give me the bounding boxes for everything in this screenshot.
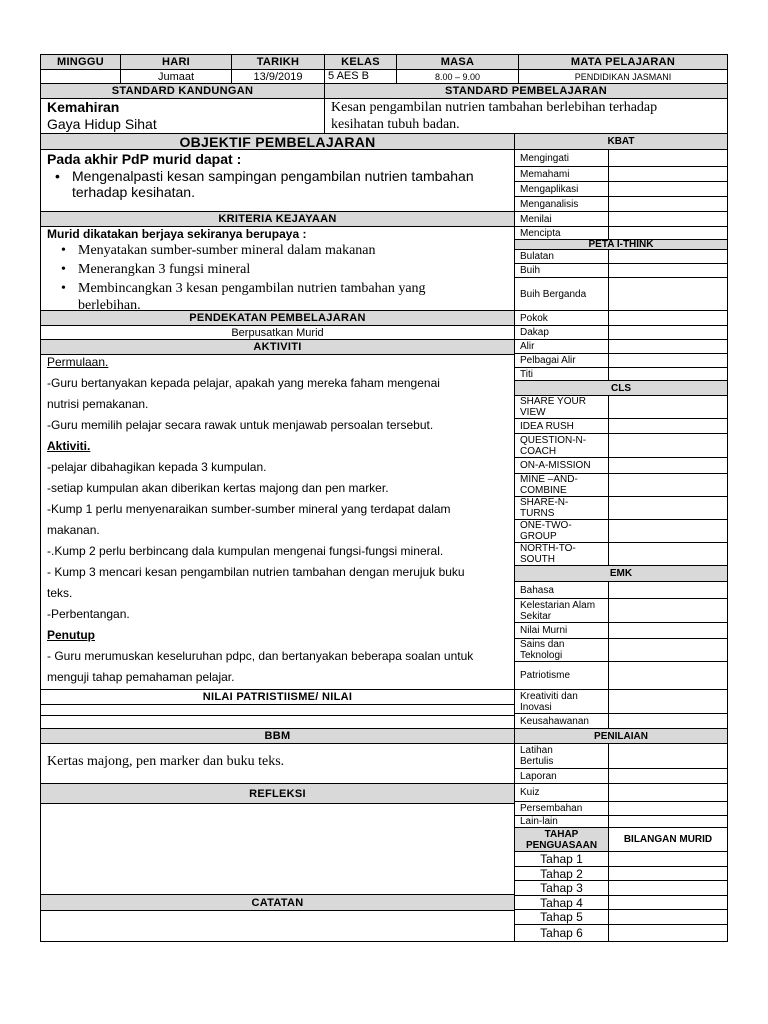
ithink-row-label: Pokok	[520, 312, 548, 324]
nilai-value-2	[40, 715, 515, 729]
emk-row	[514, 598, 609, 623]
tahap-row: Tahap 5	[514, 909, 609, 925]
emk-row-label-2: Teknologi	[520, 650, 563, 661]
header-hari: HARI	[120, 54, 232, 70]
ithink-row-entry	[608, 310, 728, 326]
tahap-row: Tahap 4	[514, 895, 609, 910]
cls-row-label-2: COMBINE	[520, 485, 567, 496]
bilangan-murid-entry	[608, 924, 728, 942]
value-tarikh: 13/9/2019	[231, 69, 325, 84]
tahap-row: Tahap 2	[514, 866, 609, 881]
standard-kandungan-title: Kemahiran	[47, 99, 120, 115]
cls-row-entry	[608, 496, 728, 520]
kbat-row-label: Menganalisis	[520, 198, 579, 210]
cls-row-entry	[608, 542, 728, 566]
tahap-row: Tahap 6	[514, 924, 609, 942]
cls-row-entry	[608, 418, 728, 434]
ithink-row	[514, 310, 609, 326]
pendekatan-value: Berpusatkan Murid	[40, 325, 515, 340]
ithink-row-label: Dakap	[520, 327, 549, 338]
aktiviti-box	[40, 354, 515, 690]
tahap-header	[514, 827, 609, 852]
value-mata-pelajaran: PENDIDIKAN JASMANI	[518, 69, 728, 84]
refleksi-header: REFLEKSI	[40, 783, 515, 804]
cls-row	[514, 457, 609, 474]
cls-row	[514, 473, 609, 497]
emk-row	[514, 638, 609, 662]
header-tarikh: TARIKH	[231, 54, 325, 70]
ithink-row	[514, 353, 609, 368]
aktiviti-line: teks.	[47, 586, 73, 600]
pendekatan-header: PENDEKATAN PEMBELAJARAN	[40, 310, 515, 326]
ithink-row	[514, 339, 609, 354]
cls-row-entry	[608, 457, 728, 474]
kbat-row-label: Mengingati	[520, 152, 569, 164]
penilaian-row-label: Kuiz	[520, 787, 540, 798]
header-minggu: MINGGU	[40, 54, 121, 70]
penilaian-row-label: Lain-lain	[520, 816, 558, 827]
cls-row-label: MINE –AND-	[520, 474, 578, 485]
cls-row-label-2: TURNS	[520, 508, 555, 519]
aktiviti-line: -Kump 1 perlu menyenaraikan sumber-sumber mineral yang terdapat dalam	[47, 502, 451, 516]
cls-row-label: IDEA RUSH	[520, 420, 574, 432]
aktiviti-line: -.Kump 2 perlu berbincang dala kumpulan mengenai fungsi-fungsi mineral.	[47, 544, 444, 558]
emk-row	[514, 661, 609, 690]
aktiviti-line: menguji tahap pemahaman pelajar.	[47, 670, 235, 684]
objektif-bullet-line1: • Mengenalpasti kesan sampingan pengambilan nutrien tambahan	[72, 168, 474, 184]
emk-header: EMK	[514, 565, 728, 582]
aktiviti-penutup: Penutup	[47, 628, 95, 642]
aktiviti-line: makanan.	[47, 523, 100, 537]
tahap-row: Tahap 1	[514, 851, 609, 867]
cls-row-entry	[608, 395, 728, 419]
kbat-row	[514, 149, 609, 167]
ithink-row-entry	[608, 353, 728, 368]
refleksi-value	[40, 803, 515, 895]
kbat-row-entry	[608, 166, 728, 182]
cls-row-label: NORTH-TO-	[520, 543, 576, 554]
penilaian-row-entry	[608, 768, 728, 784]
aktiviti-line: -Guru bertanyakan kepada pelajar, apakah yang mereka faham mengenai	[47, 376, 440, 390]
ithink-header: PETA I-THINK	[514, 239, 728, 250]
standard-pembelajaran-header: STANDARD PEMBELAJARAN	[324, 83, 728, 99]
aktiviti-line: - Guru merumuskan keseluruhan pdpc, dan bertanyakan beberapa soalan untuk	[47, 649, 474, 663]
cls-row-label: ON-A-MISSION	[520, 460, 591, 471]
aktiviti-line: -setiap kumpulan akan diberikan kertas majong dan pen marker.	[47, 481, 389, 495]
emk-row-label: Sains dan	[520, 639, 565, 650]
value-masa: 8.00 – 9.00	[396, 69, 519, 84]
kriteria-bullet-1: • Menyatakan sumber-sumber mineral dalam makanan	[78, 242, 514, 259]
kbat-row-entry	[608, 226, 728, 240]
penilaian-row-label-2: Bertulis	[520, 756, 554, 767]
kbat-row-label: Mencipta	[520, 227, 561, 239]
emk-row-label-2: Sekitar	[520, 610, 552, 622]
cls-row	[514, 395, 609, 419]
penilaian-row	[514, 768, 609, 784]
cls-row-label-2: GROUP	[520, 531, 557, 542]
kbat-row	[514, 166, 609, 182]
aktiviti-line: -Guru memilih pelajar secara rawak untuk menjawab persoalan tersebut.	[47, 418, 434, 432]
emk-row-label-2: Inovasi	[520, 701, 552, 713]
cls-row-entry	[608, 519, 728, 543]
kriteria-intro: Murid dikatakan berjaya sekiranya berupaya :	[47, 227, 307, 241]
kbat-row-entry	[608, 181, 728, 197]
standard-pembelajaran-line1: Kesan pengambilan nutrien tambahan berlebihan terhadap	[331, 100, 658, 115]
bilangan-murid-entry	[608, 851, 728, 867]
ithink-row-label: Pelbagai Alir	[520, 355, 576, 366]
aktiviti-title: Aktiviti.	[47, 439, 91, 453]
kbat-row-entry	[608, 149, 728, 167]
standard-kandungan-value: Gaya Hidup Sihat	[47, 116, 157, 132]
bilangan-murid-entry	[608, 866, 728, 881]
ithink-row-entry	[608, 339, 728, 354]
kriteria-bullet-3	[78, 280, 514, 311]
emk-row-label: Nilai Murni	[520, 625, 568, 636]
bilangan-murid-entry	[608, 895, 728, 910]
emk-row-label: Patriotisme	[520, 670, 571, 681]
emk-row-entry	[608, 661, 728, 690]
value-minggu	[40, 69, 121, 84]
aktiviti-header: AKTIVITI	[40, 339, 515, 355]
kbat-row	[514, 226, 609, 240]
cls-header: CLS	[514, 380, 728, 396]
ithink-row-label: Bulatan	[520, 251, 554, 262]
emk-row	[514, 581, 609, 599]
penilaian-row-label: Laporan	[520, 770, 557, 782]
kriteria-box	[40, 226, 515, 311]
ithink-row-label: Buih	[520, 265, 541, 276]
cls-row	[514, 542, 609, 566]
penilaian-row-entry	[608, 783, 728, 802]
emk-row-entry	[608, 622, 728, 639]
penilaian-row	[514, 801, 609, 816]
cls-row-label: SHARE YOUR	[520, 396, 586, 407]
bilangan-murid-entry	[608, 880, 728, 896]
emk-row-label: Keusahawanan	[520, 715, 589, 727]
emk-row-entry	[608, 689, 728, 714]
cls-row-label-2: VIEW	[520, 407, 546, 418]
bbm-value: Kertas majong, pen marker dan buku teks.	[40, 743, 515, 784]
header-masa: MASA	[396, 54, 519, 70]
ithink-row-label: Titi	[520, 368, 533, 380]
nilai-header: NILAI PATRISTIISME/ NILAI	[40, 689, 515, 705]
kriteria-header: KRITERIA KEJAYAAN	[40, 211, 515, 227]
emk-row-label: Kelestarian Alam	[520, 599, 596, 611]
kbat-row-entry	[608, 211, 728, 227]
cls-row-label-2: SOUTH	[520, 554, 555, 565]
aktiviti-permulaan: Permulaan.	[47, 355, 109, 369]
emk-row	[514, 713, 609, 729]
bilangan-murid-entry	[608, 909, 728, 925]
ithink-row-entry	[608, 249, 728, 264]
cls-row-label: ONE-TWO-	[520, 520, 572, 531]
standard-kandungan-box	[40, 98, 325, 134]
cls-row	[514, 433, 609, 458]
cls-row-label: SHARE-N-	[520, 497, 569, 508]
tahap-row: Tahap 3	[514, 880, 609, 896]
kbat-row-label: Mengaplikasi	[520, 183, 579, 195]
kbat-row-entry	[608, 196, 728, 212]
kriteria-bullet-2: • Menerangkan 3 fungsi mineral	[78, 261, 514, 278]
tahap-header-line-2: PENGUASAAN	[525, 839, 598, 851]
ithink-row	[514, 249, 609, 264]
standard-pembelajaran-line2: kesihatan tubuh badan.	[331, 117, 460, 132]
emk-row-entry	[608, 598, 728, 623]
emk-row	[514, 622, 609, 639]
ithink-row	[514, 325, 609, 340]
objektif-intro: Pada akhir PdP murid dapat :	[47, 151, 242, 167]
aktiviti-line: nutrisi pemakanan.	[47, 397, 149, 411]
catatan-value	[40, 910, 515, 942]
emk-row-entry	[608, 713, 728, 729]
header-mata-pelajaran: MATA PELAJARAN	[518, 54, 728, 70]
kriteria-bullet-3-line2: berlebihan.	[78, 298, 141, 311]
catatan-header: CATATAN	[40, 894, 515, 911]
emk-row	[514, 689, 609, 714]
aktiviti-line: -pelajar dibahagikan kepada 3 kumpulan.	[47, 460, 267, 474]
ithink-row-entry	[608, 263, 728, 278]
kbat-row	[514, 181, 609, 197]
kbat-row-label: Memahami	[520, 168, 570, 180]
emk-row-entry	[608, 638, 728, 662]
cls-row-label-2: COACH	[520, 445, 557, 457]
emk-row-entry	[608, 581, 728, 599]
standard-kandungan-header: STANDARD KANDUNGAN	[40, 83, 325, 99]
ithink-row-label: Alir	[520, 341, 535, 352]
cls-row	[514, 418, 609, 434]
penilaian-row-entry	[608, 801, 728, 816]
header-kelas: KELAS	[324, 54, 397, 70]
value-hari: Jumaat	[120, 69, 232, 84]
cls-row-entry	[608, 433, 728, 458]
cls-row	[514, 519, 609, 543]
emk-row-label: Kreativiti dan	[520, 690, 578, 702]
ithink-row-entry	[608, 367, 728, 381]
cls-row-entry	[608, 473, 728, 497]
cls-row-label: QUESTION-N-	[520, 434, 587, 446]
ithink-row-entry	[608, 325, 728, 340]
ithink-row	[514, 277, 609, 311]
penilaian-row	[514, 783, 609, 802]
bilangan-murid-header: BILANGAN MURID	[608, 827, 728, 852]
objektif-bullet	[72, 168, 514, 200]
objektif-header: OBJEKTIF PEMBELAJARAN	[40, 133, 515, 150]
ithink-row-entry	[608, 277, 728, 311]
value-kelas: 5 AES B	[324, 69, 397, 84]
kbat-row	[514, 196, 609, 212]
bbm-header: BBM	[40, 728, 515, 744]
penilaian-row-label: Latihan	[520, 745, 553, 756]
penilaian-header: PENILAIAN	[514, 728, 728, 744]
objektif-bullet-line2: terhadap kesihatan.	[72, 184, 195, 200]
ithink-row	[514, 263, 609, 278]
ithink-row	[514, 367, 609, 381]
penilaian-row	[514, 743, 609, 769]
objektif-box	[40, 149, 515, 212]
kriteria-bullet-3-line1: • Membincangkan 3 kesan pengambilan nutrien tambahan yang	[78, 281, 426, 296]
penilaian-row-entry	[608, 743, 728, 769]
cls-row	[514, 496, 609, 520]
emk-row-label: Bahasa	[520, 584, 554, 596]
aktiviti-line: -Perbentangan.	[47, 607, 130, 621]
aktiviti-line: - Kump 3 mencari kesan pengambilan nutrien tambahan dengan merujuk buku	[47, 565, 465, 579]
tahap-header-line-1: TAHAP	[544, 828, 579, 840]
kbat-row-label: Menilai	[520, 213, 552, 225]
ithink-row-label: Buih Berganda	[520, 288, 587, 300]
standard-pembelajaran-box	[324, 98, 728, 134]
penilaian-row-label: Persembahan	[520, 803, 583, 814]
kbat-row	[514, 211, 609, 227]
kbat-header: KBAT	[514, 133, 728, 150]
